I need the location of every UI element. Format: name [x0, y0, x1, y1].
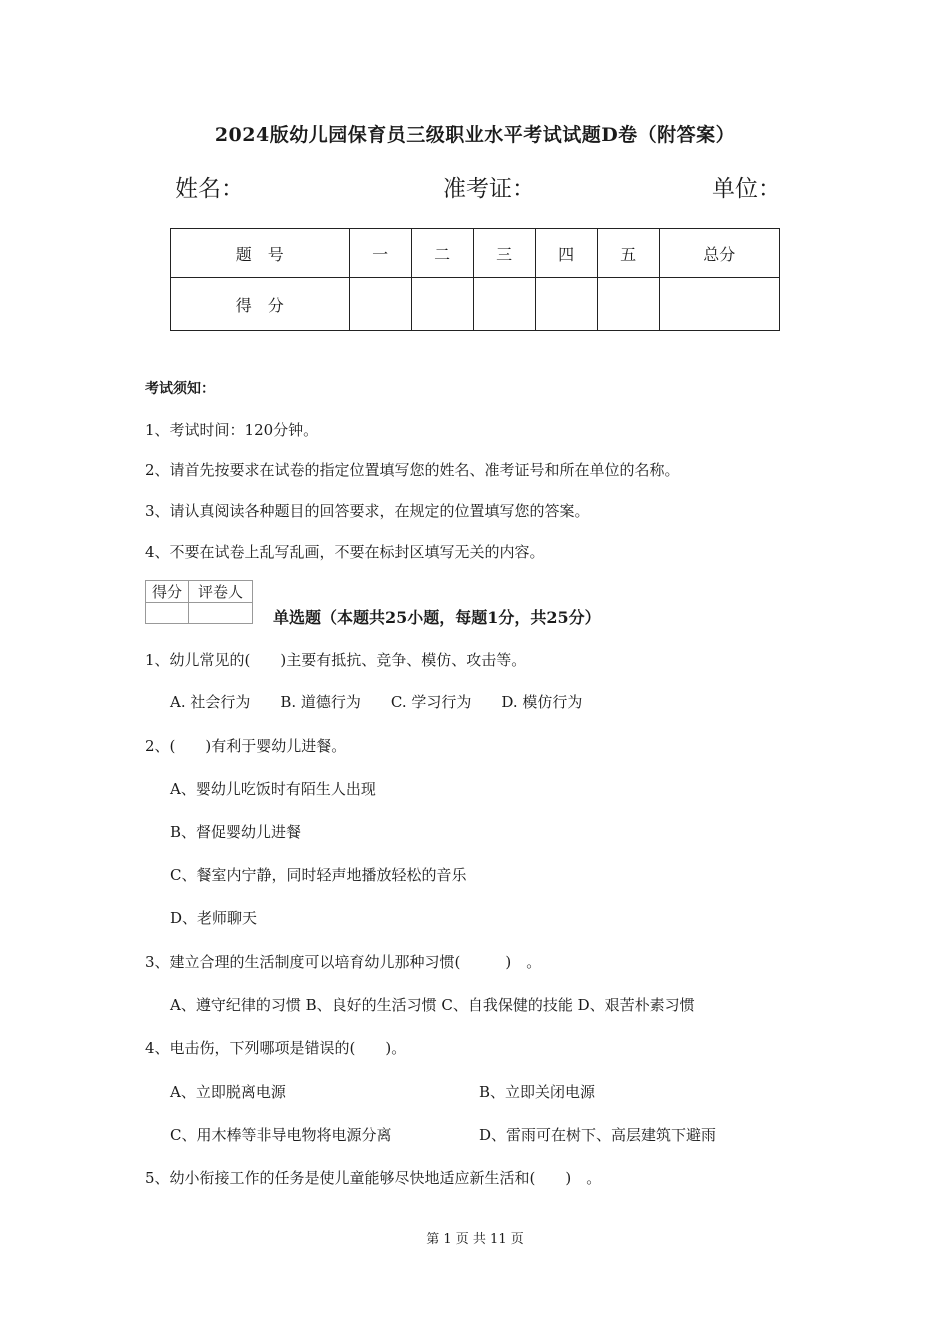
grader-box [145, 580, 253, 624]
section-3-header: 三 [473, 229, 535, 278]
score-cell-total [659, 278, 779, 331]
question-options: A、遵守纪律的习惯 B、良好的生活习惯 C、自我保健的技能 D、艰苦朴素习惯 [170, 996, 695, 1014]
question-option: B、立即关闭电源 [479, 1083, 596, 1101]
section-1-header: 一 [349, 229, 411, 278]
score-table-score-row [171, 278, 780, 331]
question-option: D、老师聊天 [170, 909, 258, 927]
notice-item: 2、请首先按要求在试卷的指定位置填写您的姓名、准考证号和所在单位的名称。 [145, 461, 680, 479]
section-2-header: 二 [411, 229, 473, 278]
section-5-header: 五 [597, 229, 659, 278]
notice-item: 4、不要在试卷上乱写乱画，不要在标封区填写无关的内容。 [145, 543, 545, 561]
question-option: C、餐室内宁静，同时轻声地播放轻松的音乐 [170, 866, 467, 884]
score-cell-2 [411, 278, 473, 331]
question-option: D、雷雨可在树下、高层建筑下避雨 [479, 1126, 717, 1144]
question-stem: 1、幼儿常见的( )主要有抵抗、竞争、模仿、攻击等。 [145, 651, 527, 669]
question-option: A、婴幼儿吃饭时有陌生人出现 [170, 780, 376, 798]
question-options: A. 社会行为 B. 道德行为 C. 学习行为 D. 模仿行为 [170, 693, 583, 711]
score-cell-1 [349, 278, 411, 331]
grader-score-cell [146, 603, 189, 624]
question-option: A、立即脱离电源 [170, 1083, 286, 1101]
section-title: 单选题（本题共25小题，每题1分，共25分） [273, 608, 601, 627]
exam-title: 2024版幼儿园保育员三级职业水平考试试题D卷（附答案） [214, 124, 736, 146]
notice-item: 1、考试时间：120分钟。 [145, 421, 319, 439]
question-stem: 2、( )有利于婴幼儿进餐。 [145, 737, 347, 755]
question-option: B、督促婴幼儿进餐 [170, 823, 302, 841]
question-stem: 3、建立合理的生活制度可以培育幼儿那种习惯( ) 。 [145, 953, 542, 971]
question-stem: 5、幼小衔接工作的任务是使儿童能够尽快地适应新生活和( ) 。 [145, 1169, 602, 1187]
question-stem: 4、电击伤，下列哪项是错误的( )。 [145, 1039, 407, 1057]
grader-score-label: 得分 [146, 581, 189, 603]
question-option: C、用木棒等非导电物将电源分离 [170, 1126, 392, 1144]
score-table [170, 228, 780, 331]
notice-item: 3、请认真阅读各种题目的回答要求，在规定的位置填写您的答案。 [145, 502, 590, 520]
score-table-header-row [171, 229, 780, 278]
grader-name-label: 评卷人 [189, 581, 253, 603]
notice-heading: 考试须知： [145, 381, 215, 397]
score-cell-5 [597, 278, 659, 331]
score-cell-4 [535, 278, 597, 331]
page-footer: 第 1 页 共 11 页 [426, 1232, 524, 1247]
name-field-label: 姓名： [175, 176, 244, 202]
total-score-header: 总分 [659, 229, 779, 278]
unit-field-label: 单位： [712, 176, 781, 202]
question-number-label: 题 号 [171, 229, 350, 278]
section-4-header: 四 [535, 229, 597, 278]
grader-name-cell [189, 603, 253, 624]
score-label: 得 分 [171, 278, 350, 331]
exam-id-field-label: 准考证： [443, 176, 535, 202]
score-cell-3 [473, 278, 535, 331]
